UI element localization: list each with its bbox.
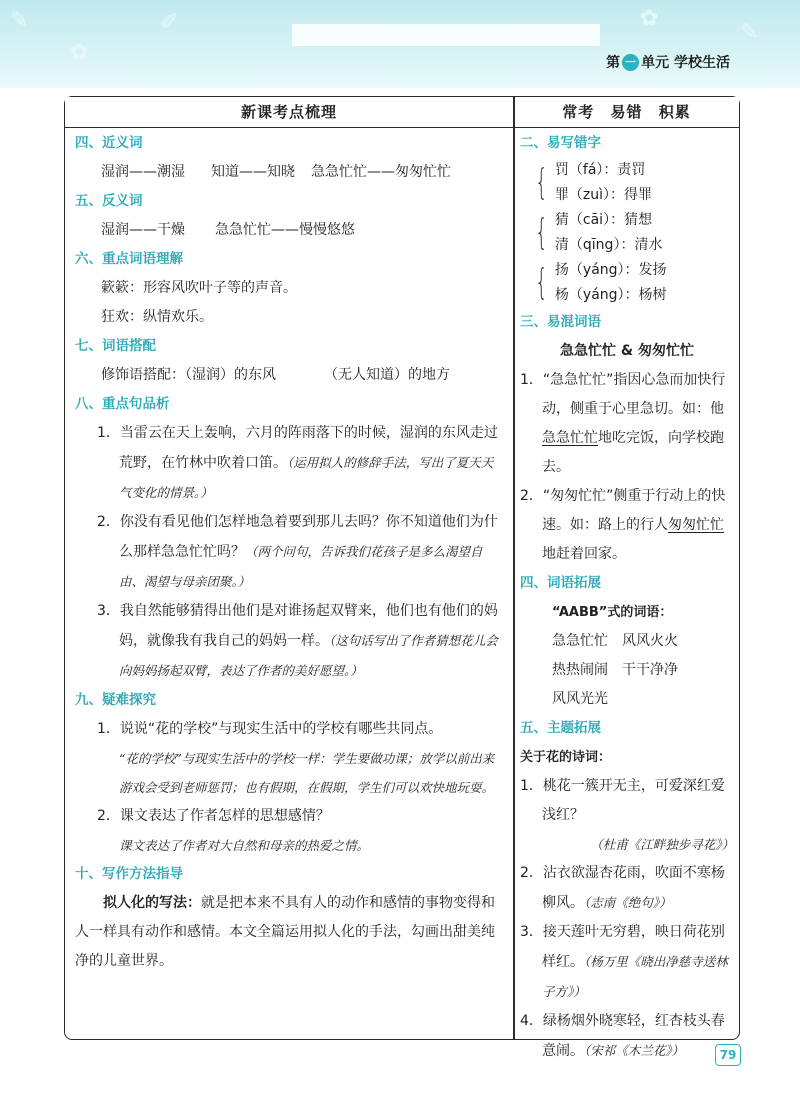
sentence-analysis-item	[75, 597, 505, 686]
collocation-a: 修饰语搭配：（湿润）的东风	[101, 367, 276, 383]
sentence-note: （运用拟人的修辞手法，写出了夏天天气变化的情景。）	[119, 455, 494, 500]
top-banner	[0, 0, 800, 88]
typo-pair-group	[520, 258, 734, 308]
aabb-title: “AABB”式的词语：	[552, 605, 673, 620]
page-number: 79	[715, 1044, 741, 1066]
left-column-title: 新课考点梳理	[65, 97, 513, 128]
poem-source: （宋祁《木兰花》）	[584, 1043, 685, 1058]
char-entry: 扬（yáng）：发扬	[554, 262, 667, 278]
section-heading: 七、词语搭配	[75, 338, 156, 354]
brace-icon: {	[535, 262, 548, 303]
item-text: 1．“急急忙忙”指因心急而加快行动，侧重于心里急切。如：他	[520, 372, 726, 417]
synonym-row	[75, 158, 505, 187]
sentence-note: （这句话写出了作者猜想花儿会向妈妈扬起双臂，表达了作者的美好愿望。）	[119, 633, 498, 678]
column-divider	[513, 97, 515, 1039]
deco-star-icon: ✎	[10, 8, 29, 33]
section-heading: 十、写作方法指导	[75, 866, 183, 882]
deco-star-icon: ✿	[640, 6, 659, 31]
sentence-text: 1．当雷云在天上轰响，六月的阵雨落下的时候，湿润的东风走过荒野，在竹林中吹着口笛。	[97, 425, 498, 471]
char-entry: 猜（cāi）：猜想	[554, 212, 653, 228]
aabb-word: 风风光光	[552, 691, 608, 707]
char-entry: 罚（fá）：责罚	[554, 162, 646, 178]
poem-item	[520, 1007, 734, 1066]
char-entry: 罪（zuì）：得罪	[554, 187, 653, 203]
question-text: 1．说说“花的学校”与现实生活中的学校有哪些共同点。	[97, 721, 443, 737]
underlined-word: 急急忙忙	[542, 430, 598, 446]
brace-icon: {	[535, 162, 548, 203]
poem-item	[520, 772, 734, 830]
section-heading: 五、主题拓展	[520, 720, 601, 736]
poem-list-title: 关于花的诗词：	[520, 750, 612, 765]
confusing-word-item	[520, 482, 734, 569]
poem-item	[520, 859, 734, 918]
banner-blank	[292, 24, 600, 46]
synonym-pair: 急急忙忙——匆匆忙忙	[311, 164, 451, 180]
confusing-word-item	[520, 366, 734, 482]
section-heading: 五、反义词	[75, 193, 143, 209]
unit-suffix: 单元	[641, 55, 670, 71]
poem-item	[520, 918, 734, 1007]
sentence-analysis-item	[75, 419, 505, 508]
antonym-pair: 急急忙忙——慢慢悠悠	[215, 222, 355, 238]
question-text: 2．课文表达了作者怎样的思想感情？	[97, 808, 330, 824]
unit-prefix: 第	[606, 55, 621, 71]
answer-text: “花的学校”与现实生活中的学校一样：学生要做功课；放学以前出来游戏会受到老师惩罚；也有假期，在假期，学生们可以欢快地玩耍。	[119, 751, 495, 795]
poem-lines: 1．桃花一簇开无主，可爱深红爱浅红？	[520, 778, 725, 823]
typo-pair-group	[520, 208, 734, 258]
confusing-words-title: 急急忙忙 & 匆匆忙忙	[560, 343, 694, 359]
poem-lines: 4．绿杨烟外晓寒轻，红杏枝头春意闹。	[520, 1013, 725, 1059]
section-heading: 四、词语拓展	[520, 575, 601, 591]
item-text: 地吃完饭，向学校跑去。	[542, 430, 724, 475]
section-heading: 九、疑难探究	[75, 692, 156, 708]
section-heading: 四、近义词	[75, 135, 143, 151]
aabb-row	[520, 685, 734, 714]
sentence-text: 2．你没有看见他们怎样地急着要到那儿去吗？你不知道他们为什么那样急急忙忙吗？	[97, 514, 498, 560]
synonym-pair: 知道——知晓	[211, 164, 295, 180]
deco-star-icon: ✎	[740, 20, 759, 45]
aabb-word: 热热闹闹	[552, 662, 608, 678]
writing-method-text: 就是把本来不具有人的动作和感情的事物变得和人一样具有动作和感情。本文全篇运用拟人化的手法，勾画出甜美纯净的儿童世界。	[75, 895, 495, 969]
deco-star-icon: ✐	[160, 10, 179, 35]
aabb-word: 急急忙忙	[552, 633, 608, 649]
poem-source: （志南《绝句》）	[584, 895, 672, 910]
aabb-row	[520, 656, 734, 685]
antonym-pair: 湿润——干燥	[101, 222, 185, 238]
sentence-note: （两个问句，告诉我们花孩子是多么渴望自由、渴望与母亲团聚。）	[119, 544, 483, 589]
section-heading: 二、易写错字	[520, 135, 601, 151]
right-column	[520, 129, 734, 1066]
writing-method-paragraph	[75, 889, 505, 976]
left-column	[75, 129, 505, 976]
section-heading: 六、重点词语理解	[75, 251, 183, 267]
section-heading: 八、重点句品析	[75, 396, 170, 412]
typo-pair-group	[520, 158, 734, 208]
unit-name: 学校生活	[674, 55, 730, 71]
unit-title	[606, 52, 730, 72]
aabb-word: 干干净净	[622, 662, 678, 678]
deco-star-icon: ✿	[70, 40, 89, 65]
antonym-row	[75, 216, 505, 245]
aabb-row	[520, 627, 734, 656]
word-meaning: 狂欢：纵情欢乐。	[101, 309, 213, 325]
item-text: 地赶着回家。	[542, 546, 626, 562]
sentence-analysis-item	[75, 508, 505, 597]
poem-lines: 2．沾衣欲湿杏花雨，吹面不寒杨柳风。	[520, 865, 725, 911]
right-column-title: 常考 易错 积累	[514, 97, 739, 128]
answer-text: 课文表达了作者对大自然和母亲的热爱之情。	[119, 838, 370, 853]
poem-source: （杨万里《晓出净慈寺送林子方》）	[542, 954, 728, 999]
underlined-word: 匆匆忙忙	[668, 517, 724, 533]
word-meaning: 簌簌：形容风吹叶子等的声音。	[101, 280, 297, 296]
poem-lines: 3．接天莲叶无穷碧，映日荷花别样红。	[520, 924, 725, 970]
poem-source: （杜甫《江畔独步寻花》）	[590, 837, 734, 852]
aabb-word: 风风火火	[622, 633, 678, 649]
synonym-pair: 湿润——潮湿	[101, 164, 185, 180]
char-entry: 清（qīng）：清水	[554, 237, 663, 253]
brace-icon: {	[535, 212, 548, 253]
writing-method-term: 拟人化的写法：	[103, 895, 201, 911]
sentence-text: 3．我自然能够猜得出他们是对谁扬起双臂来，他们也有他们的妈妈，就像我有我自己的妈妈一样。	[97, 603, 498, 649]
collocation-row	[75, 361, 505, 390]
char-entry: 杨（yáng）：杨树	[554, 287, 667, 303]
collocation-b: （无人知道）的地方	[324, 367, 450, 383]
unit-number-badge: 一	[622, 54, 639, 71]
item-text: 2．“匆匆忙忙”侧重于行动上的快速。如：路上的行人	[520, 488, 726, 533]
section-heading: 三、易混词语	[520, 314, 601, 330]
